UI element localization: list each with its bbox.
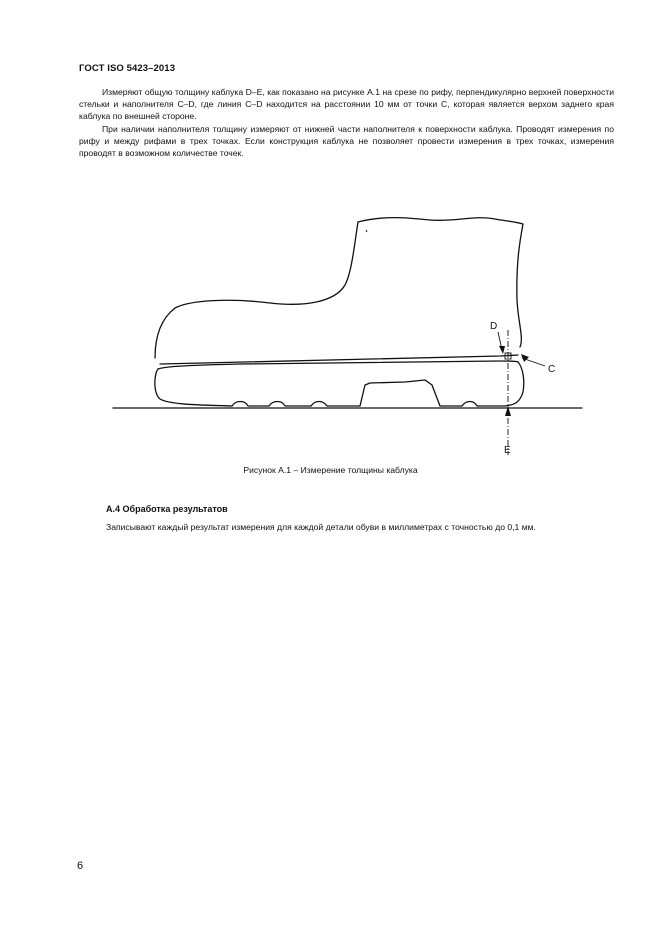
label-e: E xyxy=(504,445,511,456)
figure-boot-heel-thickness xyxy=(100,210,600,460)
paragraph-filler-measurement: При наличии наполнителя толщину измеряют от нижней части наполнителя к поверхности каблука. Проводят измерения по рифу и между рифами в трех точках. Если конструкция каблука не позволяет провести измерения в трех точках, измерения проводят в возможном количестве точек. xyxy=(79,124,614,158)
figure-caption: Рисунок А.1 – Измерение толщины каблука xyxy=(243,465,418,475)
label-c: C xyxy=(548,364,556,375)
section-text: Записывают каждый результат измерения для каждой детали обуви в миллиметрах с точностью до 0,1 мм. xyxy=(106,522,536,532)
section-title: А.4 Обработка результатов xyxy=(106,504,228,514)
boot-drawing xyxy=(100,210,600,460)
sole-outline xyxy=(155,362,524,406)
document-header: ГОСТ ISO 5423–2013 xyxy=(79,63,176,74)
label-d: D xyxy=(490,321,498,332)
paragraph-measurement-method: Измеряют общую толщину каблука D–E, как показано на рисунке А.1 на срезе по рифу, перпендикулярно верхней поверхности стельки и наполнителя C–D, где линия C–D находится на расстоянии 10 мм от точки C, которая является верхом заднего края каблука по внешней стороне. xyxy=(79,87,614,121)
boot-upper-outline xyxy=(155,218,523,358)
page-number: 6 xyxy=(77,860,84,872)
